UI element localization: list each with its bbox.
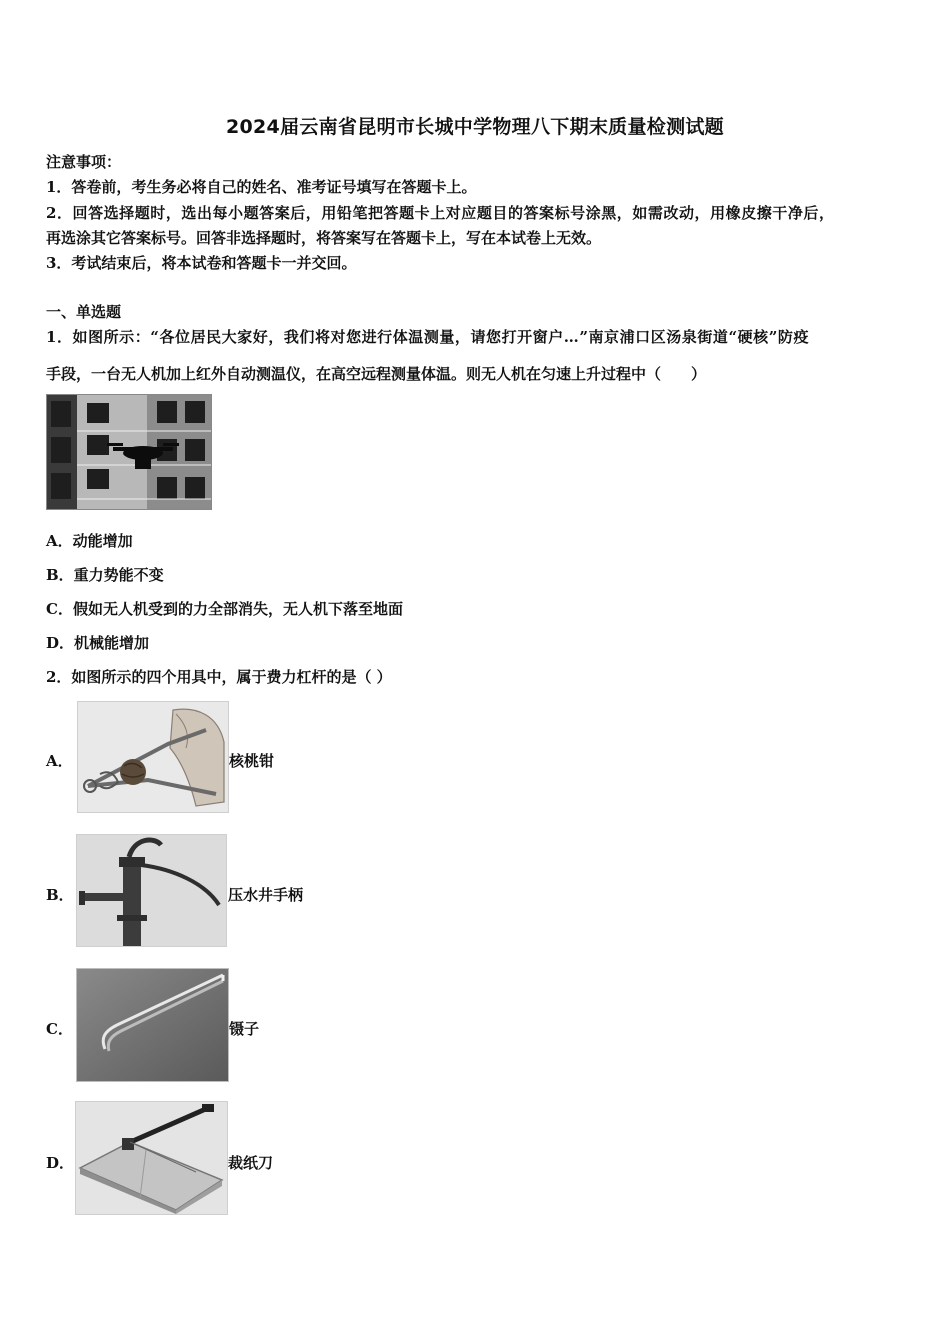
paper-cutter-icon — [76, 1102, 227, 1214]
question-2-option-a-label: 核桃钳 — [229, 752, 275, 770]
tweezers-icon — [77, 969, 228, 1081]
question-1-stem-line-1: 1．如图所示：“各位居民大家好，我们将对您进行体温测量，请您打开窗户…”南京浦口区汤泉街道“硬核”防疫 — [46, 328, 810, 346]
question-1-option-b: B．重力势能不变 — [46, 566, 164, 584]
question-2-option-d-letter: D． — [46, 1154, 75, 1172]
question-2-option-c-letter: C． — [46, 1020, 73, 1038]
drone-building-photo — [46, 394, 212, 510]
notice-heading: 注意事项： — [46, 153, 122, 171]
question-1-option-c: C．假如无人机受到的力全部消失，无人机下落至地面 — [46, 600, 403, 618]
question-1-option-d: D．机械能增加 — [46, 634, 150, 652]
drone-building-image — [47, 395, 211, 509]
notice-item-3: 3．考试结束后，将本试卷和答题卡一并交回。 — [46, 254, 357, 272]
page-title: 2024届云南省昆明市长城中学物理八下期末质量检测试题 — [226, 116, 724, 138]
question-2-option-b-label: 压水井手柄 — [228, 886, 304, 904]
paper-cutter-photo — [75, 1101, 228, 1215]
question-1-stem-line-2: 手段，一台无人机加上红外自动测温仪，在高空远程测量体温。则无人机在匀速上升过程中（ ） — [46, 365, 707, 383]
notice-item-2-line-1: 2．回答选择题时，选出每小题答案后，用铅笔把答题卡上对应题目的答案标号涂黑，如需改动，用橡皮擦干净后， — [46, 204, 835, 222]
question-1-option-a: A．动能增加 — [46, 532, 133, 550]
question-2-stem: 2．如图所示的四个用具中，属于费力杠杆的是（ ） — [46, 668, 392, 686]
notice-item-1: 1．答卷前，考生务必将自己的姓名、准考证号填写在答题卡上。 — [46, 178, 477, 196]
question-2-option-d-label: 裁纸刀 — [228, 1154, 274, 1172]
notice-item-2-line-2: 再选涂其它答案标号。回答非选择题时，将答案写在答题卡上，写在本试卷上无效。 — [46, 229, 602, 247]
question-2-option-c-label: 镊子 — [229, 1020, 260, 1038]
nutcracker-icon — [78, 702, 228, 812]
nutcracker-photo — [77, 701, 229, 813]
question-2-option-a-letter: A． — [46, 752, 73, 770]
water-pump-icon — [77, 835, 226, 946]
water-pump-photo — [76, 834, 227, 947]
question-2-option-b-letter: B． — [46, 886, 74, 904]
tweezers-photo — [76, 968, 229, 1082]
section-heading: 一、单选题 — [46, 303, 122, 321]
